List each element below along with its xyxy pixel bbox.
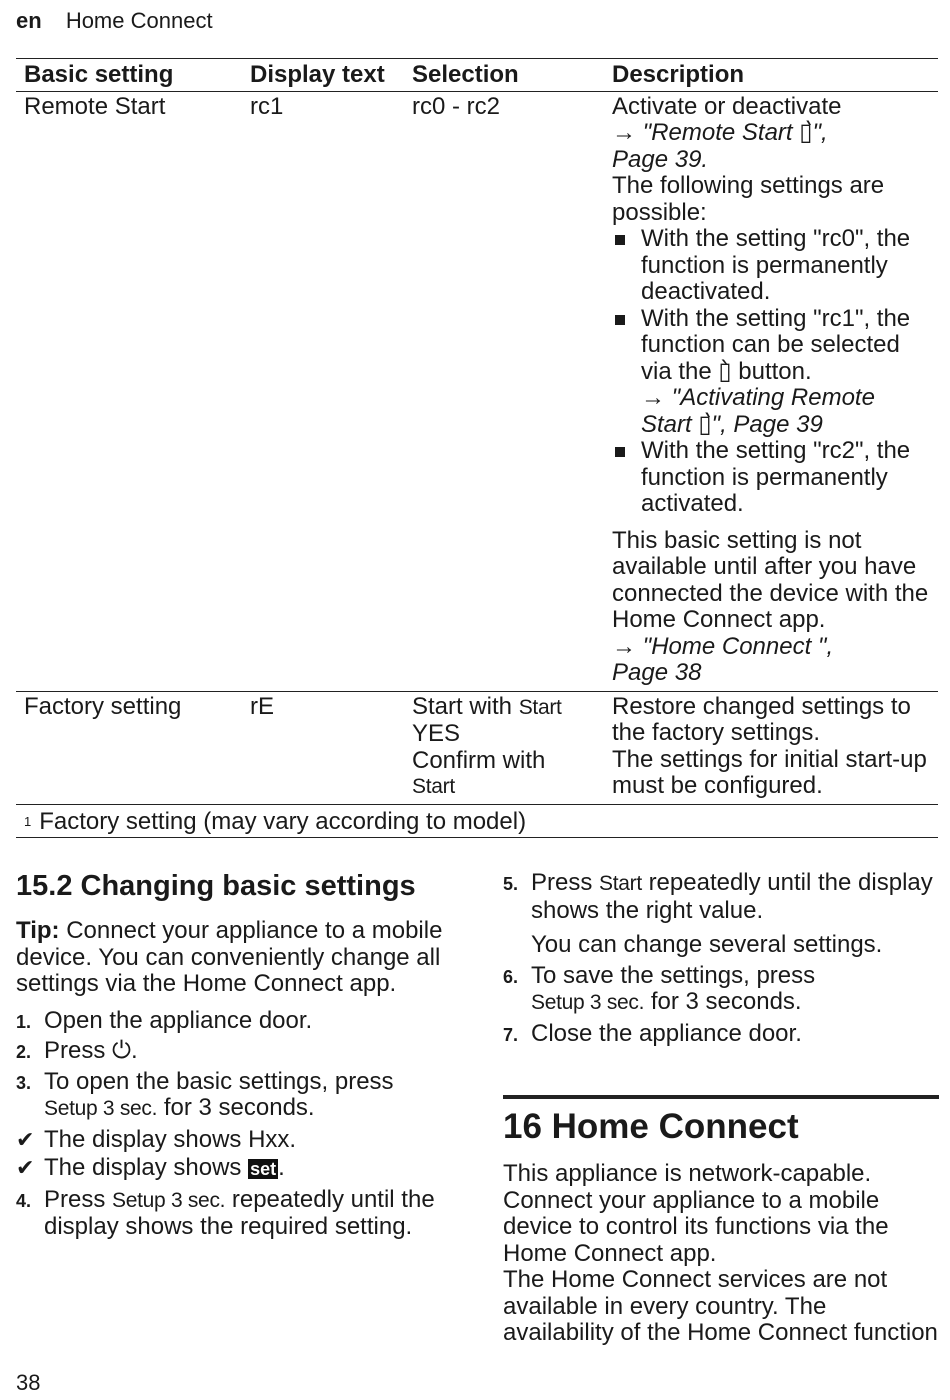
table-row [16, 691, 938, 804]
language-code: en [16, 8, 42, 33]
step-text: Press [44, 1185, 106, 1213]
step-number: 7. [503, 1024, 519, 1045]
step-text: for 3 seconds. [650, 988, 802, 1015]
list-item [503, 1021, 939, 1048]
right-column [503, 870, 939, 1347]
step-text: To save the settings, press [531, 961, 816, 989]
list-item [503, 963, 939, 1017]
cross-reference: → "Activating Remote Start ▯̀", Page 39 [641, 384, 875, 438]
step-text: repeatedly until the display shows the required setting. [44, 1185, 435, 1240]
col-header-display-text: Display text [242, 59, 404, 92]
step-text: To open the basic settings, press [44, 1067, 394, 1095]
cell-display: rE [242, 691, 404, 804]
footnote-mark: 1 [24, 813, 32, 829]
settings-list [612, 226, 932, 518]
setup-key-label: Setup 3 sec. [112, 1188, 226, 1212]
cell-description [604, 91, 938, 691]
step-number: 4. [16, 1190, 32, 1211]
steps-list [16, 1008, 456, 1123]
step-number: 5. [503, 874, 519, 894]
result-text: The display shows [44, 1154, 242, 1181]
tip-label: Tip: [16, 917, 60, 944]
setup-key-label: Setup 3 sec. [531, 991, 645, 1014]
section-heading: 15.2 Changing basic settings [16, 870, 416, 902]
start-key-label: Start [518, 695, 562, 719]
cross-reference-page: Page 39. [612, 145, 709, 173]
cross-reference-page: Page 38 [612, 659, 702, 686]
steps-list [16, 1187, 456, 1241]
header-title: Home Connect [65, 8, 213, 33]
setup-key-label: Setup 3 sec. [44, 1097, 158, 1120]
result-text: The display shows Hxx. [44, 1125, 297, 1153]
tip-text: Connect your appliance to a mobile device. You can conveniently change all settings via the Home Connect app. [16, 917, 443, 997]
chapter-heading: 16 Home Connect [503, 1107, 799, 1146]
desc-text: Activate or deactivate [612, 92, 842, 120]
table-header-row [16, 59, 938, 92]
selection-text: Confirm with [412, 746, 546, 774]
left-column [16, 868, 456, 1245]
cell-setting: Remote Start [16, 91, 242, 691]
step-number: 3. [16, 1072, 32, 1093]
page-header [16, 8, 213, 34]
selection-text: YES [412, 720, 461, 747]
checkmark-icon: ✔ [16, 1126, 35, 1152]
start-key-label: Start [599, 872, 642, 895]
list-item: With the setting "rc0", the function is permanently deactivated. [612, 226, 932, 306]
step-number: 6. [503, 966, 519, 987]
cell-selection [404, 691, 604, 804]
tip-paragraph [16, 918, 456, 998]
step-text: Close the appliance door. [531, 1019, 802, 1047]
page-number: 38 [16, 1370, 41, 1395]
result-line [16, 1155, 456, 1183]
desc-text: The settings for initial start-up must be configured. [612, 745, 927, 799]
desc-text: Restore changed settings to the factory settings. [612, 692, 911, 746]
col-header-selection: Selection [404, 59, 604, 92]
list-item [16, 1187, 456, 1241]
step-text: Press [531, 869, 593, 896]
col-header-description: Description [604, 59, 938, 92]
table-row [16, 91, 938, 691]
cell-setting: Factory setting [16, 691, 242, 804]
cross-reference: → "Remote Start ▯̀", [612, 119, 828, 146]
result-text: . [278, 1154, 285, 1181]
cell-display: rc1 [242, 91, 404, 691]
step-number: 1. [16, 1011, 32, 1032]
basic-settings-table [16, 58, 938, 838]
steps-list [503, 963, 939, 1048]
step-text: Open the appliance door. [44, 1006, 313, 1034]
cell-description [604, 691, 938, 804]
step-note: You can change several settings. [531, 931, 883, 958]
step-text: repeatedly until the display shows the right value. [531, 869, 933, 924]
list-item [612, 306, 932, 439]
start-key-label: Start [412, 775, 455, 798]
list-item [16, 1008, 456, 1035]
selection-text: Start with [412, 692, 513, 720]
step-number: 2. [16, 1042, 32, 1062]
step-text: for 3 seconds. [163, 1094, 315, 1121]
section-divider [503, 1095, 939, 1099]
cross-reference: → "Home Connect ", [612, 632, 834, 660]
table-footnote [16, 804, 938, 838]
step-text: Press ⏻. [44, 1037, 138, 1064]
checkmark-icon: ✔ [16, 1155, 35, 1180]
list-item: With the setting "rc2", the function is permanently activated. [612, 438, 932, 518]
list-item [16, 1038, 456, 1065]
list-item [503, 870, 939, 924]
steps-list [503, 870, 939, 924]
cell-selection: rc0 - rc2 [404, 91, 604, 691]
desc-text: This basic setting is not available until after you have connected the device with the Home Connect app. [612, 526, 929, 633]
body-paragraph: The Home Connect services are not available in every country. The availability of the Home Connect function [503, 1266, 938, 1346]
display-symbol-set: set [250, 1159, 277, 1179]
footnote-text: Factory setting (may vary according to model) [39, 807, 527, 835]
list-item-text: With the setting "rc1", the function can be selected via the ▯̀ button. [641, 304, 911, 385]
footnote-row [16, 804, 938, 838]
result-line [16, 1127, 456, 1154]
desc-text: The following settings are possible: [612, 172, 885, 226]
body-paragraph: This appliance is network-capable. Connect your appliance to a mobile device to control its functions via the Home Connect app. [503, 1160, 889, 1267]
col-header-basic-setting: Basic setting [16, 59, 242, 92]
list-item [16, 1069, 456, 1123]
